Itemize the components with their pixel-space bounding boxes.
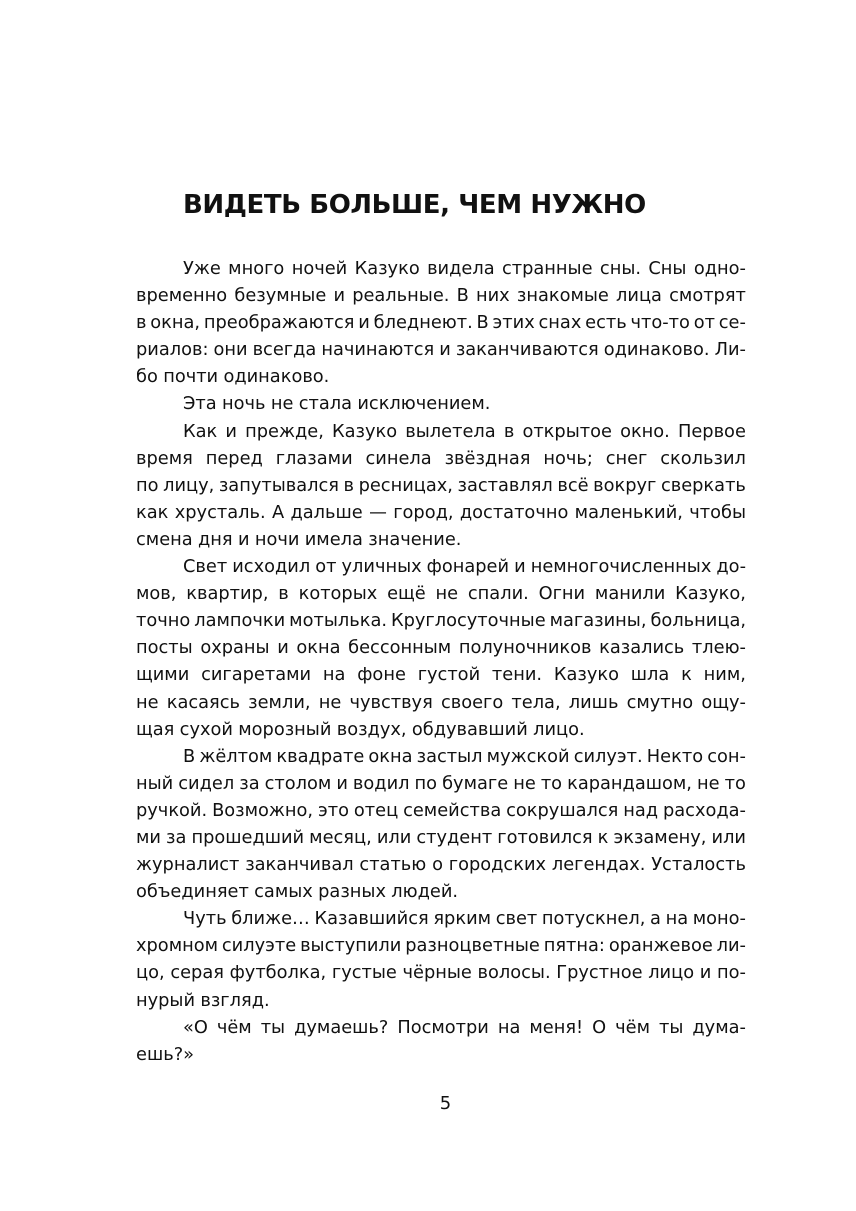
word: пятна: [543, 935, 605, 957]
word: воздух, [336, 718, 407, 740]
word: полуночников [458, 637, 592, 659]
word: взгляд. [200, 989, 270, 1011]
word: лампочки [194, 610, 286, 632]
word: бо [136, 366, 158, 388]
word: О [592, 1016, 607, 1038]
word: охраны [200, 637, 270, 659]
word: это [317, 799, 349, 821]
word: расхода- [662, 799, 746, 821]
word: тела, [511, 691, 561, 713]
text-line [136, 363, 746, 390]
word: Чуть [183, 908, 227, 930]
word: ручкой. [136, 799, 208, 821]
text-line [136, 309, 746, 336]
word: Казуко [332, 420, 398, 442]
text-line [136, 1014, 746, 1041]
word: и [336, 772, 348, 794]
word: точно [136, 610, 191, 632]
word: маленький, [574, 501, 683, 523]
word: странные [501, 258, 593, 279]
word: дня [197, 528, 233, 550]
word: Как [183, 420, 218, 442]
word: не [435, 583, 459, 605]
word: карандашом, [567, 772, 692, 794]
word: или [376, 826, 412, 848]
word: оранжевое [608, 935, 713, 957]
word: окна [368, 745, 413, 767]
word: своего [440, 691, 504, 713]
word: от [693, 312, 715, 334]
word: хромном [136, 935, 219, 957]
word: статью [359, 854, 427, 876]
word: «О [183, 1016, 208, 1038]
text-line [136, 987, 746, 1014]
word: заканчивал [245, 854, 354, 876]
text-line [136, 445, 746, 472]
word: ешь?» [136, 1043, 195, 1065]
word: — [369, 501, 387, 523]
word: лицо. [533, 718, 585, 740]
word: прошедший [191, 826, 305, 848]
text-line [136, 797, 746, 824]
word: экзамену, [613, 826, 707, 848]
word: вылетела [405, 420, 496, 442]
word: этих [492, 312, 535, 334]
word: есть [585, 312, 627, 334]
word: уличных [341, 556, 422, 578]
word: сны. [599, 258, 642, 279]
word: чём [615, 1016, 651, 1038]
word: земли, [248, 691, 311, 713]
word: смутно [626, 691, 694, 713]
text-line [136, 878, 746, 905]
word: начинаются [321, 339, 435, 361]
text-line [136, 770, 746, 797]
word: мотылька. [289, 610, 387, 632]
word: густые [331, 962, 397, 984]
word: риалов: [136, 339, 209, 361]
word: Возможно, [212, 799, 314, 821]
text-line [136, 580, 746, 607]
word: окно. [620, 420, 670, 442]
word: Посмотри [397, 1016, 489, 1038]
word: преображаются [203, 312, 355, 334]
word: спали. [467, 583, 529, 605]
word: фонарей [426, 556, 510, 578]
text-line [136, 418, 746, 445]
word: ты [260, 1016, 286, 1038]
word: сухой [179, 718, 233, 740]
word: над [623, 799, 659, 821]
word: Ли- [714, 339, 746, 361]
word: которых [298, 583, 378, 605]
word: временно [136, 285, 228, 307]
word: всё [557, 474, 589, 496]
word: снах [538, 312, 582, 334]
word: ресницах, [358, 474, 453, 496]
word: одинаково. [223, 366, 330, 388]
text-line [136, 390, 746, 417]
word: окна, [150, 312, 201, 334]
word: ми [136, 826, 161, 848]
word: окна [296, 637, 341, 659]
word: потускнел, [541, 908, 646, 930]
word: звёздная [444, 447, 531, 469]
word: магазины, [549, 610, 647, 632]
word: смотрят [669, 285, 746, 307]
word: Некто [646, 745, 704, 767]
word: город, [393, 501, 454, 523]
word: ещё [387, 583, 426, 605]
word: В [456, 285, 469, 307]
word: сокрушался [506, 799, 619, 821]
word: что-то [630, 312, 690, 334]
word: Сны [648, 258, 687, 279]
word: густой [417, 664, 481, 686]
text-line [136, 553, 746, 580]
word: ночей [291, 258, 348, 279]
word: в [136, 312, 147, 334]
word: или [711, 826, 746, 848]
word: готовился [497, 826, 593, 848]
word: заканчиваются [455, 339, 599, 361]
word: серая [170, 962, 224, 984]
word: сидел [178, 772, 235, 794]
word: они [213, 339, 248, 361]
word: сон- [707, 745, 746, 767]
word: как [136, 501, 169, 523]
word: ночь; [543, 447, 593, 469]
word: немногочисленных [530, 556, 712, 578]
word: значение. [368, 528, 462, 550]
word: мов, [136, 583, 177, 605]
word: синела [365, 447, 432, 469]
word: разных [318, 881, 386, 903]
word: прежде, [245, 420, 324, 442]
word: обдувавший [411, 718, 528, 740]
word: от [315, 556, 337, 578]
text-line [136, 472, 746, 499]
word: до- [716, 556, 746, 578]
text-line [136, 1041, 746, 1068]
word: лишь [568, 691, 619, 713]
word: сверкать [660, 474, 746, 496]
word: чтобы [689, 501, 746, 523]
word: думаешь? [294, 1016, 389, 1038]
word: посты [136, 637, 193, 659]
text-line [136, 716, 746, 743]
word: стала [298, 393, 353, 415]
word: и [358, 312, 370, 334]
word: тлею- [691, 637, 746, 659]
word: скользил [660, 447, 746, 469]
word: казались [599, 637, 685, 659]
word: касаясь [166, 691, 240, 713]
word: самых [254, 881, 313, 903]
word: ночи [254, 528, 300, 550]
word: о [432, 854, 443, 876]
word: Круглосуточные [390, 610, 546, 632]
word: одно- [693, 258, 746, 279]
word: Казуко, [675, 583, 746, 605]
word: Свет [183, 556, 228, 578]
text-line [136, 851, 746, 878]
text-line [136, 689, 746, 716]
word: ближе… [231, 908, 310, 930]
word: достаточно [459, 501, 569, 523]
text-line [136, 526, 746, 553]
word: чёрные [402, 962, 472, 984]
word: снег [605, 447, 648, 469]
word: безумные [234, 285, 327, 307]
word: не [513, 772, 536, 794]
text-line [136, 607, 746, 634]
word: запутывался [218, 474, 339, 496]
word: шла [630, 664, 670, 686]
word: много [228, 258, 285, 279]
word: фоне [357, 664, 406, 686]
word: в [343, 474, 355, 496]
word: чувствуя [349, 691, 433, 713]
word: бледнеют. [373, 312, 473, 334]
word: на [322, 664, 346, 686]
word: щими [136, 664, 190, 686]
word: больница, [650, 610, 746, 632]
word: на [497, 1016, 521, 1038]
word: по [136, 474, 159, 496]
word: исходил [232, 556, 311, 578]
word: ночь [222, 393, 266, 415]
word: то [540, 772, 563, 794]
word: а [650, 908, 661, 930]
word: Грустное [556, 962, 643, 984]
word: за [166, 826, 187, 848]
chapter-title: ВИДЕТЬ БОЛЬШЕ, ЧЕМ НУЖНО [183, 190, 646, 220]
word: хрусталь. [174, 501, 266, 523]
word: тени. [491, 664, 543, 686]
word: глазами [275, 447, 353, 469]
word: перед [205, 447, 263, 469]
word: жёлтом [199, 745, 273, 767]
text-line [136, 255, 746, 282]
text-line [136, 824, 746, 851]
word: по [414, 772, 438, 794]
word: А [271, 501, 285, 523]
word: не [136, 691, 159, 713]
word: журналист [136, 854, 240, 876]
word: и [277, 637, 289, 659]
word: вокруг [593, 474, 657, 496]
word: лицо [648, 962, 695, 984]
word: к [681, 664, 692, 686]
word: ярким [433, 908, 492, 930]
word: дальше [290, 501, 363, 523]
word: ним, [703, 664, 746, 686]
word: одинаково. [603, 339, 710, 361]
word: почти [163, 366, 219, 388]
word: в [278, 583, 289, 605]
text-line [136, 932, 746, 959]
word: сигаретами [201, 664, 312, 686]
word: не [696, 772, 720, 794]
word: щая [136, 718, 175, 740]
word: застыл [416, 745, 483, 767]
word: В [183, 745, 196, 767]
word: семейства [403, 799, 502, 821]
word: смена [136, 528, 193, 550]
word: разноцветные [405, 935, 540, 957]
text-line [136, 634, 746, 661]
word: не [270, 393, 294, 415]
word: В [476, 312, 489, 334]
word: Казуко [553, 664, 619, 686]
text-line [136, 336, 746, 363]
word: то [724, 772, 746, 794]
word: городских [448, 854, 547, 876]
word: Уже [183, 258, 221, 279]
word: выступили [300, 935, 402, 957]
word: Эта [183, 393, 217, 415]
word: и [333, 285, 346, 307]
word: открытое [522, 420, 612, 442]
word: легендах. [551, 854, 646, 876]
word: и [225, 420, 237, 442]
word: Первое [677, 420, 746, 442]
word: Огни [538, 583, 586, 605]
word: объединяет [136, 881, 249, 903]
word: лицу, [163, 474, 215, 496]
chapter-body-text [136, 255, 746, 1068]
word: цо, [136, 962, 165, 984]
word: ощу- [701, 691, 746, 713]
word: имела [304, 528, 363, 550]
text-line [136, 499, 746, 526]
word: Казавшийся [314, 908, 429, 930]
word: заставлял [457, 474, 553, 496]
word: се- [718, 312, 746, 334]
word: лица [616, 285, 662, 307]
page-number: 5 [439, 1093, 452, 1114]
word: знакомые [516, 285, 609, 307]
word: за [239, 772, 260, 794]
word: чём [216, 1016, 252, 1038]
word: бессонным [348, 637, 452, 659]
word: реальные. [352, 285, 450, 307]
word: волосы. [477, 962, 551, 984]
word: людей. [391, 881, 459, 903]
word: время [136, 447, 193, 469]
word: к [597, 826, 609, 848]
text-line [136, 959, 746, 986]
word: дума- [692, 1016, 746, 1038]
word: видела [427, 258, 495, 279]
word: них [475, 285, 510, 307]
word: силуэте [221, 935, 297, 957]
word: отец [353, 799, 399, 821]
word: студент [416, 826, 493, 848]
word: ты [659, 1016, 684, 1038]
word: ли- [716, 935, 746, 957]
word: квадрате [276, 745, 365, 767]
word: Казуко [354, 258, 420, 279]
word: в [503, 420, 515, 442]
word: водил [352, 772, 410, 794]
word: меня! [529, 1016, 584, 1038]
word: футболка, [229, 962, 327, 984]
word: и [439, 339, 451, 361]
word: Усталость [651, 854, 746, 876]
word: и [514, 556, 526, 578]
word: ный [136, 772, 174, 794]
word: столом [264, 772, 332, 794]
word: свет [495, 908, 538, 930]
text-line [136, 743, 746, 770]
word: нурый [136, 989, 196, 1011]
word: силуэт. [573, 745, 643, 767]
word: моно- [692, 908, 746, 930]
text-line [136, 282, 746, 309]
word: морозный [238, 718, 332, 740]
word: по- [717, 962, 746, 984]
text-line [136, 905, 746, 932]
word: всегда [252, 339, 317, 361]
word: манили [594, 583, 666, 605]
word: месяц, [309, 826, 372, 848]
text-line [136, 661, 746, 688]
word: квартир, [186, 583, 269, 605]
word: исключением. [357, 393, 491, 415]
word: и [699, 962, 712, 984]
word: не [318, 691, 342, 713]
word: мужской [486, 745, 570, 767]
word: на [665, 908, 689, 930]
word: бумаге [442, 772, 509, 794]
word: и [237, 528, 250, 550]
